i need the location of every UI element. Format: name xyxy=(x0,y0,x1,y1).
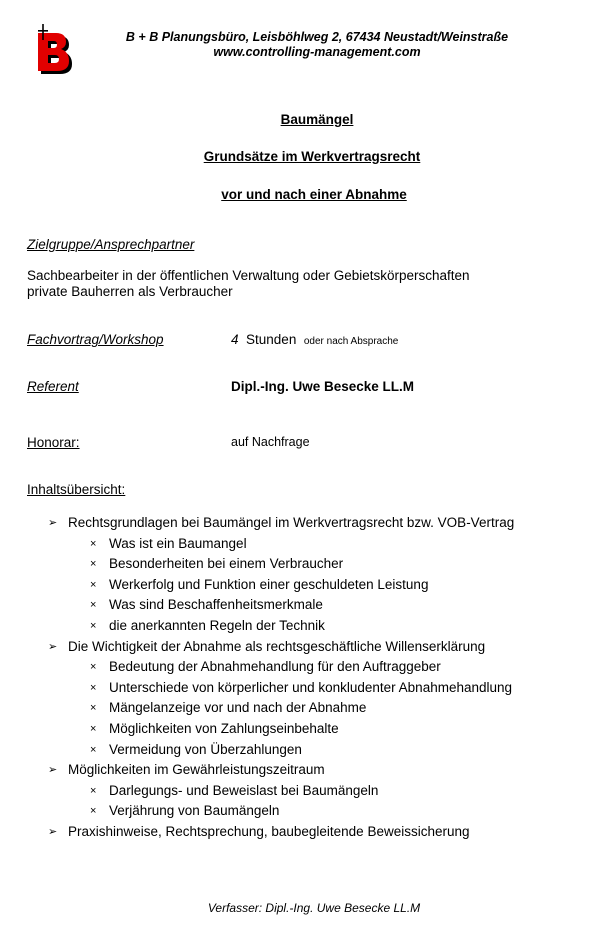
sub-list-item xyxy=(0,575,604,596)
header-address: B + B Planungsbüro, Leisböhlweg 2, 67434 Neustadt/Weinstraße xyxy=(125,30,509,44)
list-item xyxy=(0,513,604,534)
cross-bullet-icon: × xyxy=(90,537,97,550)
sub-list-item xyxy=(0,740,604,761)
cross-bullet-icon: × xyxy=(90,599,97,612)
title-baumaengel: Baumängel xyxy=(280,112,354,127)
honorar-label: Honorar: xyxy=(27,435,80,450)
list-item-text: Besonderheiten bei einem Verbraucher xyxy=(109,556,344,572)
sub-list-item xyxy=(0,554,604,575)
sub-list-item xyxy=(0,719,604,740)
list-item-text: Vermeidung von Überzahlungen xyxy=(109,741,302,757)
inhalt-label: Inhaltsübersicht: xyxy=(27,482,126,497)
fachvortrag-unit: Stunden xyxy=(246,332,297,347)
sub-list-item xyxy=(0,534,604,555)
arrow-bullet-icon: ➢ xyxy=(48,517,58,529)
list-item-text: Möglichkeiten im Gewährleistungszeitraum xyxy=(68,762,325,778)
sub-list-item xyxy=(0,698,604,719)
sub-list-item xyxy=(0,616,604,637)
inhalt-list xyxy=(0,513,604,843)
list-item-text: Verjährung von Baumängeln xyxy=(109,803,280,819)
list-item-text: Praxishinweise, Rechtsprechung, baubegleitende Beweissicherung xyxy=(68,823,470,839)
arrow-bullet-icon: ➢ xyxy=(48,640,58,653)
cross-bullet-icon: × xyxy=(90,661,97,674)
zielgruppe-label: Zielgruppe/Ansprechpartner xyxy=(27,237,195,252)
cross-bullet-icon: × xyxy=(90,702,97,715)
cross-bullet-icon: × xyxy=(90,558,97,571)
title-abnahme: vor und nach einer Abnahme xyxy=(221,187,407,202)
list-item xyxy=(0,760,604,781)
arrow-bullet-icon: ➢ xyxy=(48,825,58,838)
fachvortrag-hours: 4 xyxy=(231,332,239,347)
cross-bullet-icon: × xyxy=(90,743,97,756)
arrow-bullet-icon: ➢ xyxy=(48,764,58,777)
list-item-text: Was ist ein Baumangel xyxy=(109,535,247,551)
fachvortrag-label: Fachvortrag/Workshop xyxy=(27,332,164,347)
cross-bullet-icon: × xyxy=(90,578,97,591)
sub-list-item xyxy=(0,657,604,678)
zielgruppe-line-2: private Bauherren als Verbraucher xyxy=(27,284,233,299)
sub-list-item xyxy=(0,801,604,822)
fachvortrag-note: oder nach Absprache xyxy=(303,336,399,347)
list-item-text: Mängelanzeige vor und nach der Abnahme xyxy=(109,700,367,716)
fachvortrag-duration xyxy=(231,332,398,347)
cross-bullet-icon: × xyxy=(90,805,97,818)
list-item-text: Die Wichtigkeit der Abnahme als rechtsgeschäftliche Willenserklärung xyxy=(68,638,486,654)
cross-bullet-icon: × xyxy=(90,619,97,632)
zielgruppe-line-1: Sachbearbeiter in der öffentlichen Verwaltung oder Gebietskörperschaften xyxy=(27,268,470,283)
list-item-text: Darlegungs- und Beweislast bei Baumängeln xyxy=(109,782,379,798)
sub-list-item xyxy=(0,781,604,802)
referent-label: Referent xyxy=(27,379,79,394)
sub-list-item xyxy=(0,678,604,699)
referent-name: Dipl.-Ing. Uwe Besecke LL.M xyxy=(231,379,415,394)
list-item-text: Rechtsgrundlagen bei Baumängel im Werkvertragsrecht bzw. VOB-Vertrag xyxy=(68,515,515,530)
cross-bullet-icon: × xyxy=(90,722,97,735)
title-grundsaetze: Grundsätze im Werkvertragsrecht xyxy=(203,149,421,164)
cross-bullet-icon: × xyxy=(90,784,97,797)
honorar-value: auf Nachfrage xyxy=(231,435,310,449)
header-website: www.controlling-management.com xyxy=(213,45,421,59)
list-item-text: die anerkannten Regeln der Technik xyxy=(109,617,325,633)
list-item-text: Unterschiede von körperlicher und konkludenter Abnahmehandlung xyxy=(109,679,513,695)
sub-list-item xyxy=(0,595,604,616)
list-item-text: Bedeutung der Abnahmehandlung für den Auftraggeber xyxy=(109,659,441,675)
list-item xyxy=(0,637,604,658)
list-item-text: Möglichkeiten von Zahlungseinbehalte xyxy=(109,720,339,736)
footer-author: Verfasser: Dipl.-Ing. Uwe Besecke LL.M xyxy=(207,901,421,915)
list-item-text: Was sind Beschaffenheitsmerkmale xyxy=(109,597,323,613)
cross-bullet-icon: × xyxy=(90,681,97,694)
list-item xyxy=(0,822,604,843)
list-item-text: Werkerfolg und Funktion einer geschuldeten Leistung xyxy=(109,576,429,592)
